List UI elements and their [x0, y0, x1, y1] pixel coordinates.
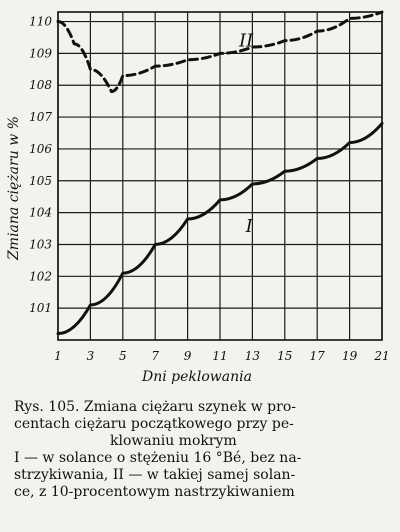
caption-line-6: ce, z 10-procentowym nastrzykiwaniem: [14, 484, 295, 501]
grid-layer: [58, 12, 382, 340]
x-tick-label-21: 21: [374, 349, 390, 363]
x-tick-label-17: 17: [309, 349, 325, 363]
x-tick-label-11: 11: [212, 349, 228, 363]
y-tick-label-103: 103: [29, 237, 52, 252]
x-tick-label-1: 1: [54, 349, 62, 363]
y-tick-label-105: 105: [29, 173, 52, 188]
caption-line-4: I — w solance o stężeniu 16 °Bé, bez na-: [14, 450, 302, 467]
x-axis-label: Dni peklowania: [142, 369, 252, 385]
tick-layer: [29, 15, 390, 363]
x-tick-label-9: 9: [183, 349, 192, 363]
y-tick-label-102: 102: [29, 269, 52, 284]
y-tick-label-104: 104: [29, 205, 52, 220]
y-tick-label-109: 109: [29, 46, 52, 61]
y-tick-label-108: 108: [29, 78, 52, 93]
y-tick-label-110: 110: [29, 14, 52, 29]
y-tick-label-101: 101: [29, 301, 52, 316]
caption-line-5: strzykiwania, II — w takiej samej solan-: [14, 467, 296, 484]
x-tick-label-7: 7: [151, 349, 160, 363]
x-tick-label-3: 3: [86, 349, 95, 363]
caption-line-3: klowaniu mokrym: [110, 433, 237, 450]
y-tick-label-107: 107: [29, 110, 52, 125]
x-tick-label-13: 13: [244, 349, 261, 363]
series-label-II: II: [239, 30, 254, 52]
y-tick-label-106: 106: [29, 141, 52, 156]
y-axis-label: Zmiana ciężaru w %: [6, 116, 22, 260]
caption-line-1: Rys. 105. Zmiana ciężaru szynek w pro-: [14, 399, 296, 415]
figure-caption: [14, 399, 386, 501]
x-tick-label-15: 15: [277, 349, 293, 363]
caption-line-2: centach ciężaru początkowego przy pe-: [14, 416, 294, 433]
x-tick-label-5: 5: [118, 349, 127, 363]
x-tick-label-19: 19: [341, 349, 358, 363]
series-label-I: I: [245, 216, 253, 238]
